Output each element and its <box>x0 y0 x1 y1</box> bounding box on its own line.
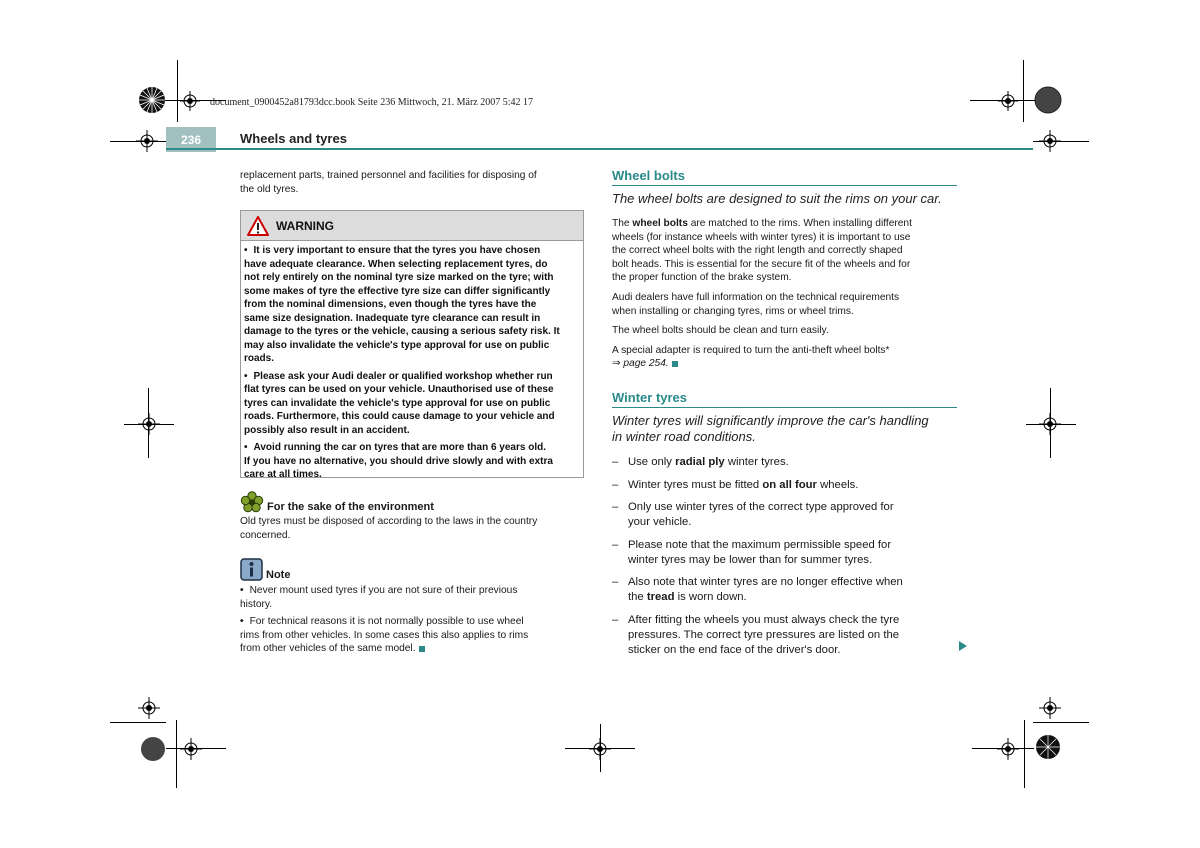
paragraph: Audi dealers have full information on the technical requirements when installing or changing tyres, rims or wheel trims. <box>612 291 900 317</box>
info-icon <box>240 558 263 581</box>
list-item: – Use only radial ply winter tyres. <box>612 456 789 468</box>
warning-header <box>241 211 583 241</box>
note-title: Note <box>266 569 291 581</box>
page-number: 236 <box>166 127 216 152</box>
wheel-bolts-section <box>612 168 957 377</box>
page-reference-link[interactable]: ⇒ page 254. <box>612 358 669 370</box>
file-info: document_0900452a81793dcc.book Seite 236 Mittwoch, 21. März 2007 5:42 17 <box>210 97 534 108</box>
bullet: • <box>244 370 248 382</box>
warning-triangle-icon <box>247 216 269 236</box>
warning-item: • Please ask your Audi dealer or qualified workshop whether run flat tyres can be used on your vehicle. Unauthorised use of these tyres can invalidate the vehicle's type approval for use on public roads. Furthermore, this could cause damage to your vehicle and possibly also result in an accident. <box>244 370 555 436</box>
crosshair-icon <box>138 697 160 719</box>
header-rule <box>166 148 1033 150</box>
list-item: – After fitting the wheels you must always check the tyre pressures. The correct tyre pressures are listed on the sticker on the end face of the driver's door. <box>612 613 900 656</box>
environment-text: concerned. <box>240 529 291 541</box>
crosshair-icon <box>1039 697 1061 719</box>
winter-tyres-list <box>612 455 957 658</box>
section-subtitle: The wheel bolts are designed to suit the rims on your car. <box>612 191 942 206</box>
winter-tyres-section <box>612 390 957 665</box>
page-title: Wheels and tyres <box>240 131 347 146</box>
section-subtitle: Winter tyres will significantly improve the car's handling in winter road conditions. <box>612 413 929 444</box>
environment-title: For the sake of the environment <box>267 501 434 513</box>
list-item: – Winter tyres must be fitted on all four wheels. <box>612 478 859 491</box>
continue-arrow-icon[interactable] <box>958 640 968 652</box>
section-title-wheel-bolts: Wheel bolts <box>612 168 957 186</box>
bullet: • <box>244 245 248 256</box>
crosshair-icon <box>180 738 202 760</box>
intro-line: replacement parts, trained personnel and facilities for disposing of <box>240 170 537 181</box>
list-item: – Please note that the maximum permissible speed for winter tyres may be lower than for summer tyres. <box>612 538 892 566</box>
bullet: • <box>244 442 248 453</box>
environment-section <box>240 491 586 542</box>
registration-disc-icon <box>139 735 167 763</box>
registration-mark-top-right <box>970 60 1090 180</box>
paragraph: The wheel bolts should be clean and turn easily. <box>612 325 829 337</box>
paragraph: A special adapter is required to turn the anti-theft wheel bolts* ⇒ page 254. <box>612 344 890 370</box>
note-item: • Never mount used tyres if you are not sure of their previous history. <box>240 585 518 610</box>
environment-header <box>240 491 586 513</box>
warning-item: • Avoid running the car on tyres that are more than 6 years old. If you have no alternative, you should drive slowly and with extra care at all times. <box>244 442 553 480</box>
list-item: – Also note that winter tyres are no longer effective when the tread is worn down. <box>612 576 903 603</box>
warning-title: WARNING <box>276 218 334 233</box>
note-section <box>240 557 586 656</box>
warning-box <box>240 210 584 478</box>
warning-item: • It is very important to ensure that the tyres you have chosen have adequate clearance. When selecting replacement tyres, do not rely entirely on the nominal tyre size marked on the tyre; with some makes of tyre the effective tyre size can differ significantly from the nominal dimensions, even though the tyres have the same size designation. Inadequate tyre clearance can result in damage to the tyres or the vehicle, causing a serious safety risk. It may also invalidate the vehicle's type approval for use on public roads. <box>244 245 560 364</box>
end-marker-icon <box>419 646 425 652</box>
environment-text: Old tyres must be disposed of according to the laws in the country <box>240 516 538 527</box>
warning-body <box>241 241 583 482</box>
section-title-winter-tyres: Winter tyres <box>612 390 957 408</box>
registration-mark-top-left <box>110 60 230 180</box>
intro-text <box>240 169 586 196</box>
intro-line: the old tyres. <box>240 183 299 195</box>
paragraph: The wheel bolts are matched to the rims. When installing different wheels (for instance wheels with winter tyres) it is important to use the correct wheel bolts with the right length and correctly shaped bolt heads. This is essential for the secure fit of the wheels and for the proper function of the brake system. <box>612 218 912 284</box>
note-item: • For technical reasons it is not normally possible to use wheel rims from other vehicles. In some cases this also applies to rims from other vehicles of the same model. <box>240 616 529 655</box>
note-header <box>240 557 586 581</box>
flower-icon <box>240 491 264 513</box>
crosshair-icon <box>997 738 1019 760</box>
end-marker-icon <box>672 361 678 367</box>
registration-disc-icon <box>1034 733 1062 761</box>
list-item: – Only use winter tyres of the correct type approved for your vehicle. <box>612 501 894 528</box>
